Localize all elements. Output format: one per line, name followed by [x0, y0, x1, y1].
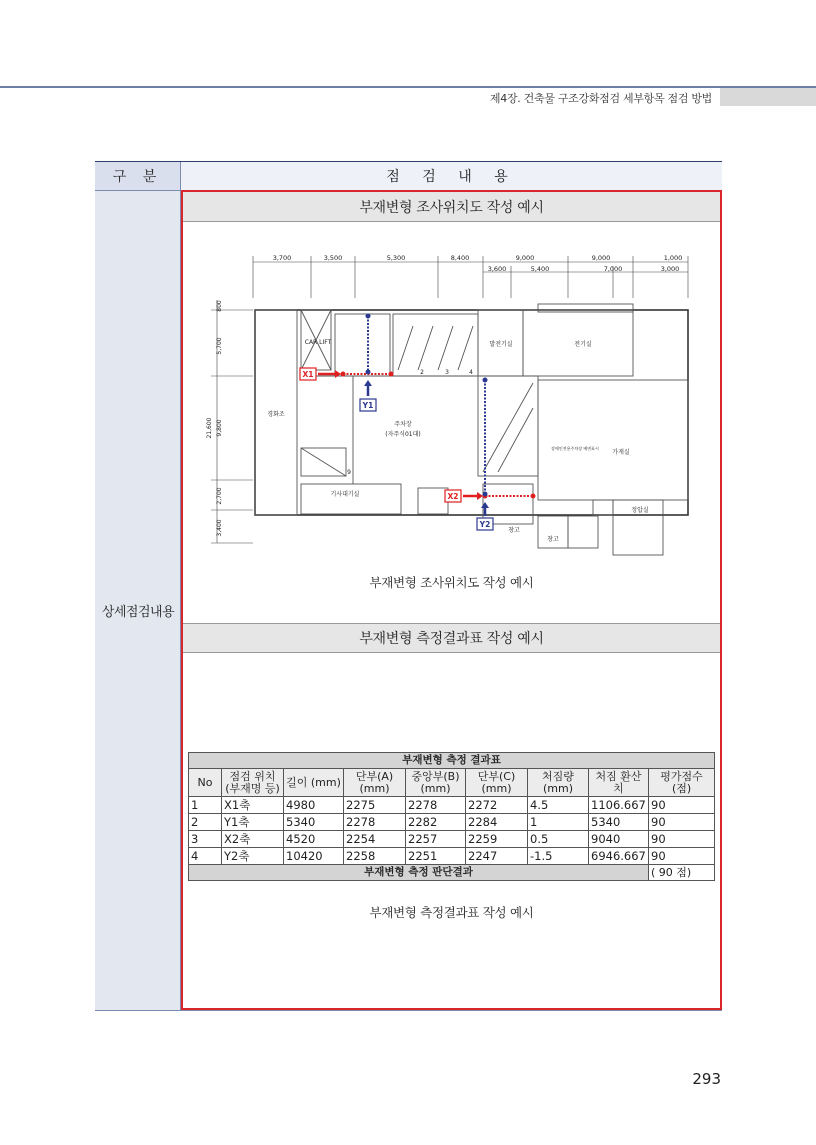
column-header: 길이 (mm): [284, 769, 344, 797]
room-label: 3: [445, 369, 449, 376]
cell-end-a: 2275: [344, 797, 406, 814]
room-label: 전기실: [574, 341, 592, 348]
column-header: No: [189, 769, 222, 797]
marker-y1: Y1: [362, 401, 374, 410]
cell-ratio: 6946.667: [589, 848, 649, 865]
marker-x1: X1: [302, 370, 314, 379]
cell-score: 90: [649, 814, 715, 831]
column-header: 처짐량 (mm): [528, 769, 589, 797]
dim-label: 800: [216, 300, 223, 312]
category-header: 구 분: [95, 162, 181, 191]
marker-x2: X2: [447, 492, 459, 501]
table-row: [189, 831, 715, 848]
running-title: 제4장. 건축물 구조강화점검 세부항목 점검 방법: [489, 92, 712, 105]
figure-caption-map: 부재변형 조사위치도 작성 예시: [369, 575, 534, 590]
section-heading-survey-map: 부재변형 조사위치도 작성 예시: [183, 192, 720, 222]
cell-end-c: 2247: [466, 848, 528, 865]
column-header: 단부(C) (mm): [466, 769, 528, 797]
figure-caption-table: 부재변형 측정결과표 작성 예시: [369, 905, 534, 920]
cell-location: X2축: [222, 831, 284, 848]
room-label: 가게실: [612, 449, 630, 456]
cell-length: 10420: [284, 848, 344, 865]
table-row: [189, 797, 715, 814]
room-label: CAR LIFT: [304, 339, 332, 346]
table-footer-row: [189, 865, 715, 881]
table-title: 부재변형 측정 결과표: [189, 753, 715, 769]
dim-label: 7,000: [603, 265, 623, 273]
footer-score: ( 90 점): [649, 865, 715, 881]
page-number: 293: [692, 1070, 721, 1088]
cell-location: Y2축: [222, 848, 284, 865]
room-label: (자주식01대): [385, 431, 421, 438]
cell-deflection: 0.5: [528, 831, 589, 848]
dim-label: 5,400: [530, 265, 550, 273]
header-rule: [0, 86, 816, 88]
room-label: 장애인전용주차장 배면표시: [551, 446, 599, 451]
column-header: 평가점수 (점): [649, 769, 715, 797]
cell-score: 90: [649, 797, 715, 814]
dim-label: 5,300: [386, 254, 406, 262]
cell-center-b: 2282: [406, 814, 466, 831]
cell-deflection: 1: [528, 814, 589, 831]
cell-deflection: 4.5: [528, 797, 589, 814]
floor-plan-drawing: [203, 248, 701, 566]
room-label: 정압실: [631, 507, 649, 514]
cell-ratio: 1106.667: [589, 797, 649, 814]
room-label: 9: [347, 469, 351, 476]
column-header: 점검 위치 (부재명 등): [222, 769, 284, 797]
section-heading-result-table: 부재변형 측정결과표 작성 예시: [183, 623, 720, 653]
room-label: 기사대기실: [330, 491, 360, 498]
cell-no: 2: [189, 814, 222, 831]
cell-end-a: 2258: [344, 848, 406, 865]
measurement-table: [188, 752, 715, 881]
cell-deflection: -1.5: [528, 848, 589, 865]
footer-label: 부재변형 측정 판단결과: [189, 865, 649, 881]
room-label: 창고: [547, 536, 559, 543]
dim-label: 2,700: [216, 487, 223, 505]
column-header: 단부(A) (mm): [344, 769, 406, 797]
category-label: 상세점검내용: [101, 605, 175, 620]
dim-label: 1,000: [663, 254, 683, 262]
cell-end-c: 2284: [466, 814, 528, 831]
cell-no: 3: [189, 831, 222, 848]
dim-label: 21,600: [206, 417, 213, 439]
room-label: 주차장: [394, 421, 412, 428]
column-header: 처짐 환산치: [589, 769, 649, 797]
cell-location: X1축: [222, 797, 284, 814]
room-label: 경화조: [267, 411, 285, 418]
cell-length: 4520: [284, 831, 344, 848]
cell-score: 90: [649, 831, 715, 848]
room-label: 4: [469, 369, 473, 376]
cell-location: Y1축: [222, 814, 284, 831]
cell-length: 4980: [284, 797, 344, 814]
cell-center-b: 2251: [406, 848, 466, 865]
cell-end-a: 2278: [344, 814, 406, 831]
cell-ratio: 5340: [589, 814, 649, 831]
cell-end-c: 2259: [466, 831, 528, 848]
dim-label: 3,400: [216, 519, 223, 537]
cell-center-b: 2257: [406, 831, 466, 848]
table-row: [189, 814, 715, 831]
dim-label: 3,500: [323, 254, 343, 262]
header-tab-bar: [720, 88, 816, 106]
category-column: [95, 191, 181, 1010]
room-label: 발전기실: [489, 341, 513, 348]
dim-label: 9,000: [591, 254, 611, 262]
cell-no: 1: [189, 797, 222, 814]
cell-end-c: 2272: [466, 797, 528, 814]
cell-score: 90: [649, 848, 715, 865]
content-header: 점 검 내 용: [181, 162, 722, 191]
dim-label: 3,000: [660, 265, 680, 273]
dim-label: 5,700: [216, 337, 223, 355]
column-header: 중앙부(B) (mm): [406, 769, 466, 797]
cell-center-b: 2278: [406, 797, 466, 814]
dim-label: 9,000: [515, 254, 535, 262]
table-row: [189, 848, 715, 865]
dim-label: 3,700: [272, 254, 292, 262]
cell-end-a: 2254: [344, 831, 406, 848]
dim-label: 9,800: [216, 419, 223, 437]
room-label: 창고: [508, 527, 520, 534]
dim-label: 3,600: [487, 265, 507, 273]
dim-label: 8,400: [450, 254, 470, 262]
room-label: 2: [420, 369, 424, 376]
cell-no: 4: [189, 848, 222, 865]
marker-y2: Y2: [479, 520, 491, 529]
cell-ratio: 9040: [589, 831, 649, 848]
cell-length: 5340: [284, 814, 344, 831]
